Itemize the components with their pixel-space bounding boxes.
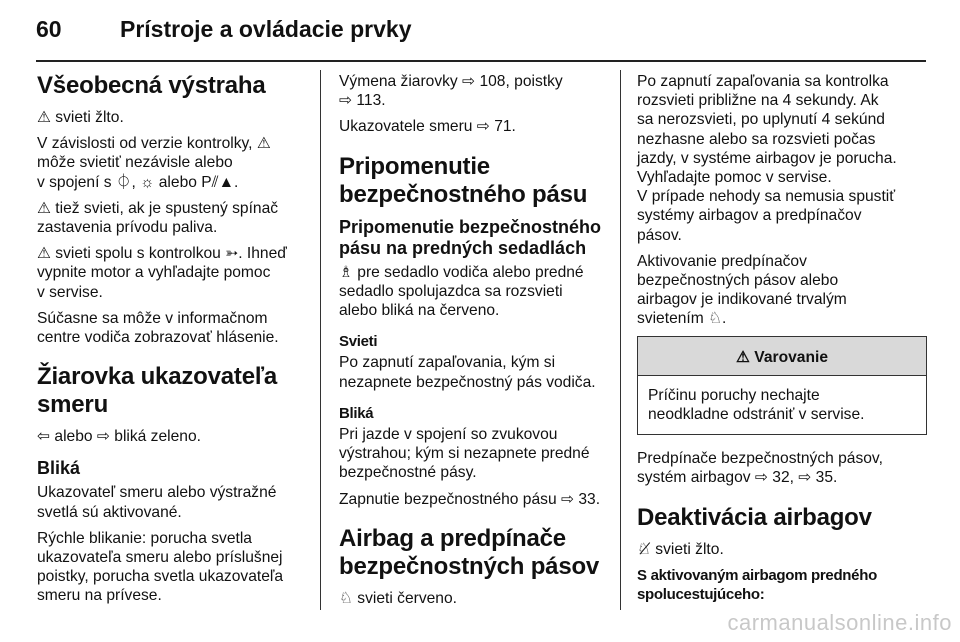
heading-seatbelt-reminder: Pripomenutie bezpečnostného pásu	[339, 152, 588, 208]
page-number: 60	[36, 16, 62, 42]
paragraph: Po zapnutí zapaľovania sa kontrolka rozsvieti približne na 4 sekundy. Ak sa nerozsvieti, po uplynutí 4 sekúnd nezhasne alebo sa rozsvieti počas jazdy, v systéme airbagov je porucha. Vyhľadajte pomoc v servise. V prípade nehody sa nemusia spustiť systémy airbagov a predpínačov pásov.	[637, 73, 897, 244]
paragraph: Ukazovateľ smeru alebo výstražné svetlá sú aktivované.	[37, 484, 277, 521]
paragraph: Aktivovanie predpínačov bezpečnostných pásov alebo airbagov je indikované trvalým svietením ♘.	[637, 252, 847, 328]
column-2	[339, 72, 609, 615]
paragraph: ♘̸ svieti žlto.	[637, 540, 724, 558]
column-divider	[620, 70, 621, 610]
paragraph: Predpínače bezpečnostných pásov, systém airbagov ⇨ 32, ⇨ 35.	[637, 450, 883, 487]
heading-airbag-deactivation: Deaktivácia airbagov	[637, 503, 872, 531]
paragraph: Súčasne sa môže v informačnom centre vodiča zobrazovať hlásenie.	[37, 309, 279, 347]
warning-text: Príčinu poruchy nechajte neodkladne odstrániť v servise.	[648, 386, 865, 424]
header-divider	[36, 60, 926, 62]
heading-general-warning: Všeobecná výstraha	[37, 72, 266, 99]
page-header	[36, 16, 926, 56]
column-divider	[320, 70, 321, 610]
subheading-front-passenger-airbag: S aktivovaným airbagom predného spolucestujúceho:	[637, 566, 877, 604]
paragraph: ♗ pre sedadlo vodiča alebo predné sedadlo spolujazdca sa rozsvieti alebo bliká na červeno.	[339, 263, 584, 320]
column-1	[37, 72, 307, 613]
column-3	[637, 72, 927, 606]
paragraph: Ukazovatele smeru ⇨ 71.	[339, 118, 516, 136]
heading-airbag-pretensioners: Airbag a predpínače bezpečnostných pásov	[339, 524, 600, 580]
paragraph: Výmena žiarovky ⇨ 108, poistky ⇨ 113.	[339, 73, 563, 110]
subheading-blinks: Bliká	[37, 458, 81, 479]
warning-title: ⚠ Varovanie	[638, 337, 926, 376]
paragraph: Pri jazde v spojení so zvukovou výstrahou; kým si nezapnete predné bezpečnostné pásy.	[339, 426, 590, 482]
paragraph: V závislosti od verzie kontrolky, ⚠ môže svietiť nezávisle alebo v spojení s ⏀, ☼ alebo P⫽▲.	[37, 135, 271, 191]
warning-box	[637, 336, 927, 436]
paragraph: ⚠ svieti žlto.	[37, 109, 124, 126]
watermark: carmanualsonline.info	[727, 610, 952, 635]
paragraph: ⚠ tiež svieti, ak je spustený spínač zastavenia prívodu paliva.	[37, 199, 279, 237]
heading-turn-signal-bulb: Žiarovka ukazovateľa smeru	[37, 363, 278, 419]
paragraph: ⚠ svieti spolu s kontrolkou ➳. Ihneď vypnite motor a vyhľadajte pomoc v servise.	[37, 245, 287, 301]
paragraph: Po zapnutí zapaľovania, kým si nezapnete bezpečnostný pás vodiča.	[339, 354, 596, 391]
subheading-front-seats: Pripomenutie bezpečnostného pásu na predných sedadlách	[339, 216, 602, 258]
subheading-lights: Svieti	[339, 333, 378, 351]
page-title: Prístroje a ovládacie prvky	[120, 16, 412, 42]
paragraph: Zapnutie bezpečnostného pásu ⇨ 33.	[339, 490, 601, 508]
paragraph: ⇦ alebo ⇨ bliká zeleno.	[37, 428, 201, 446]
paragraph: Rýchle blikanie: porucha svetla ukazovateľa smeru alebo príslušnej poistky, porucha svetla ukazovateľa smeru na prívese.	[37, 529, 284, 605]
paragraph: ♘ svieti červeno.	[339, 589, 457, 607]
subheading-blinks: Bliká	[339, 404, 374, 422]
